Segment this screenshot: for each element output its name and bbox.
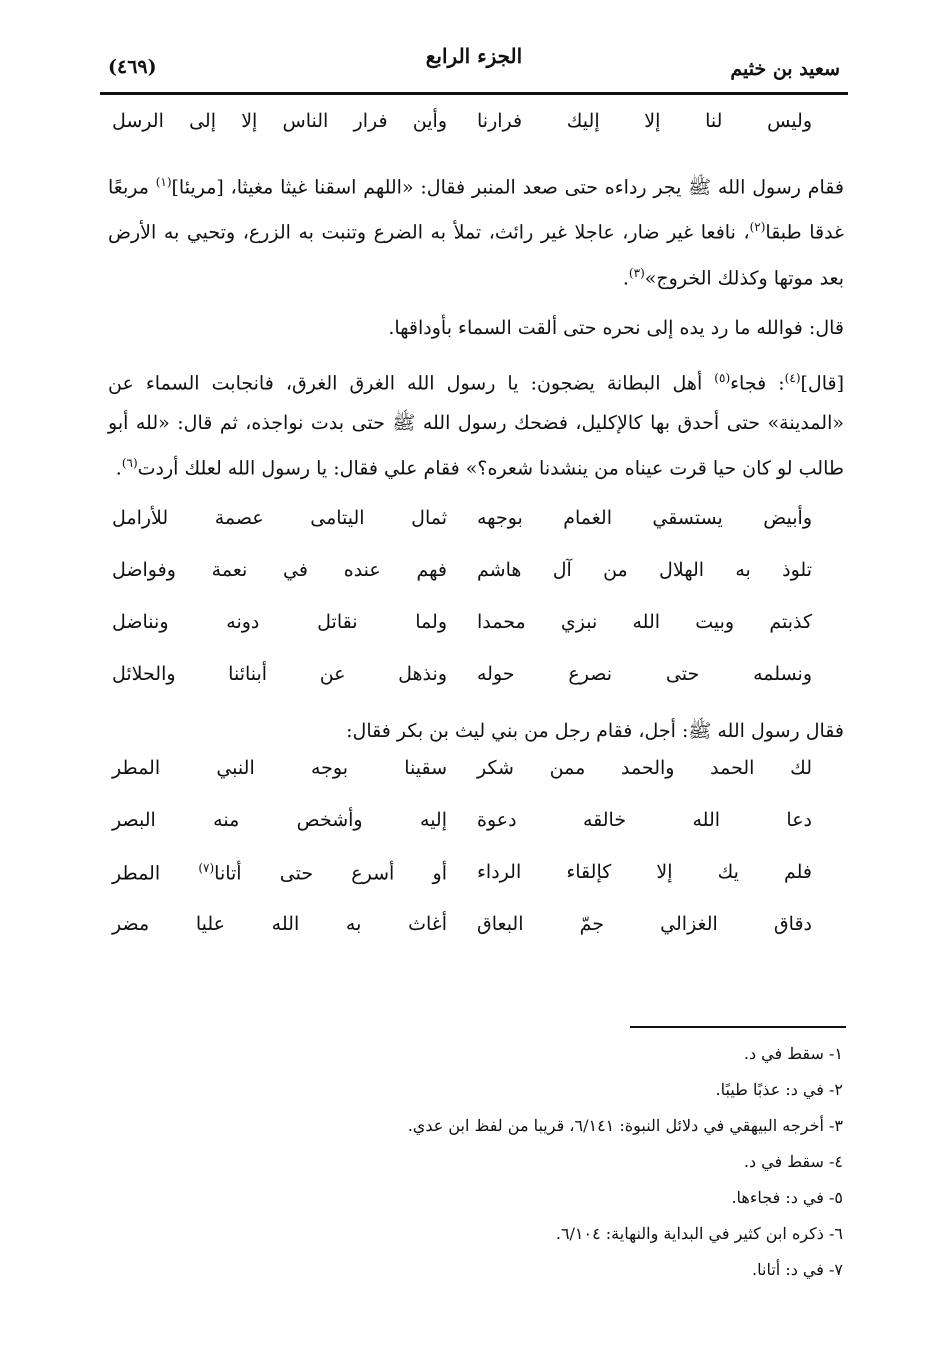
footnote-ref: (٥) xyxy=(714,370,731,385)
verse-line xyxy=(108,605,844,657)
paragraph xyxy=(108,308,844,348)
paragraph-text: مربعًا غدقا طبقا xyxy=(108,176,844,244)
verse-hemistich-first: دعا الله خالقه دعوة xyxy=(477,808,812,831)
page-number: (٤٦٩) xyxy=(108,56,157,78)
footnote-ref: (٧) xyxy=(198,860,215,875)
paragraph-text: أهل البطانة يضجون: يا رسول الله الغرق الغرق، فانجابت السماء عن «المدينة» حتى أحدق بها كالإكليل، فضحك رسول الله ﷺ حتى بدت نواجذه، ثم قال: «لله أبو طالب لو كان حيا قرت عيناه من ينشدنا شعره؟» فقام علي فقال: يا رسول الله لعلك أردت xyxy=(108,372,844,480)
footnote-ref: (٢) xyxy=(749,220,766,235)
verse-hemistich-first: فلم يك إلا كإلقاء الرداء xyxy=(477,860,812,883)
footnote-ref: (٤) xyxy=(784,370,801,385)
verse-hemistich-second: ونذهل عن أبنائنا والحلائل xyxy=(112,662,447,685)
verse-text: أو أسرع حتى أتانا xyxy=(214,861,447,884)
verse-hemistich-second: أغاث به الله عليا مضر xyxy=(112,912,447,935)
verse-hemistich-first: تلوذ به الهلال من آل هاشم xyxy=(477,558,812,581)
footnote-ref: (٦) xyxy=(121,456,138,471)
verse-line xyxy=(108,553,844,605)
transition-line: فقال رسول الله ﷺ: أجل، فقام رجل من بني ليث بن بكر فقال: xyxy=(346,719,844,742)
verse-line xyxy=(108,751,844,803)
verse-text: المطر xyxy=(112,861,199,884)
paragraph-text: قال: فوالله ما رد يده إلى نحره حتى ألقت السماء بأوداقها. xyxy=(388,316,844,339)
header-volume: الجزء الرابع xyxy=(425,44,523,68)
footnote-ref: (١) xyxy=(155,175,172,189)
verse-hemistich-first: وأبيض يستسقي الغمام بوجهه xyxy=(477,506,812,529)
header-author: سعيد بن خثيم xyxy=(730,58,840,80)
verse-hemistich-first: دقاق الغزالي جمّ البعاق xyxy=(477,912,812,935)
footnote-item: ١- سقط في د. xyxy=(743,1044,843,1063)
paragraph-text: . xyxy=(115,457,122,480)
verse-hemistich-first: لك الحمد والحمد ممن شكر xyxy=(477,756,812,779)
paragraph-text: ، نافعا غير ضار، عاجلا غير رائث، تملأ به الضرع وتنبت به الزرع، وتحيي به الأرض بعد موتها وكذلك الخروج» xyxy=(108,221,844,289)
footnote-item: ٢- في د: عذبًا طيبًا. xyxy=(715,1080,843,1099)
verse-line xyxy=(108,907,844,959)
footnote-item: ٣- أخرجه البيهقي في دلائل النبوة: ٦/١٤١، قريبا من لفظ ابن عدي. xyxy=(407,1116,843,1135)
paragraph-text: . xyxy=(622,266,629,289)
verse-hemistich-first: وليس لنا إلا إليك فرارنا xyxy=(477,110,812,132)
verse-hemistich-first: ونسلمه حتى نصرع حوله xyxy=(477,662,812,685)
verse-hemistich-second: وأين فرار الناس إلا إلى الرسل xyxy=(112,110,447,132)
spacer xyxy=(108,489,844,501)
verse-hemistich-second: فهم عنده في نعمة وفواضل xyxy=(112,558,447,581)
verse-line xyxy=(108,104,844,156)
paragraph xyxy=(108,162,844,298)
paragraph xyxy=(108,358,844,489)
footnote-ref: (٣) xyxy=(628,265,645,280)
verse-hemistich-first: كذبتم وبيت الله نبزي محمدا xyxy=(477,610,812,633)
verse-line xyxy=(108,501,844,553)
header-rule xyxy=(100,92,848,95)
page-header xyxy=(100,40,848,90)
verse-hemistich-second: ولما نقاتل دونه ونناضل xyxy=(112,610,447,633)
footnote-item: ٦- ذكره ابن كثير في البداية والنهاية: ٦/١٠٤. xyxy=(555,1224,843,1243)
footnote-item: ٧- في د: أتانا. xyxy=(752,1260,843,1279)
footnote-item: ٥- في د: فجاءها. xyxy=(731,1188,843,1207)
verse-hemistich-second: ثمال اليتامى عصمة للأرامل xyxy=(112,506,447,529)
main-text xyxy=(108,104,844,959)
paragraph-text: [قال] xyxy=(800,372,845,395)
paragraph-text: : فجاء xyxy=(730,372,785,395)
footnote-rule xyxy=(630,1026,846,1028)
verse-hemistich-second xyxy=(112,861,447,884)
paragraph-text: فقام رسول الله ﷺ يجر رداءه حتى صعد المنبر فقال: «اللهم اسقنا غيثا مغيثا، [مريئا] xyxy=(171,176,844,199)
verse-hemistich-second: سقينا بوجه النبي المطر xyxy=(112,756,447,779)
footnote-item: ٤- سقط في د. xyxy=(743,1152,843,1171)
verse-line xyxy=(108,657,844,709)
verse-line xyxy=(108,803,844,855)
footnotes xyxy=(223,1036,843,1288)
verse-line xyxy=(108,855,844,907)
verse-hemistich-second: إليه وأشخص منه البصر xyxy=(112,808,447,831)
